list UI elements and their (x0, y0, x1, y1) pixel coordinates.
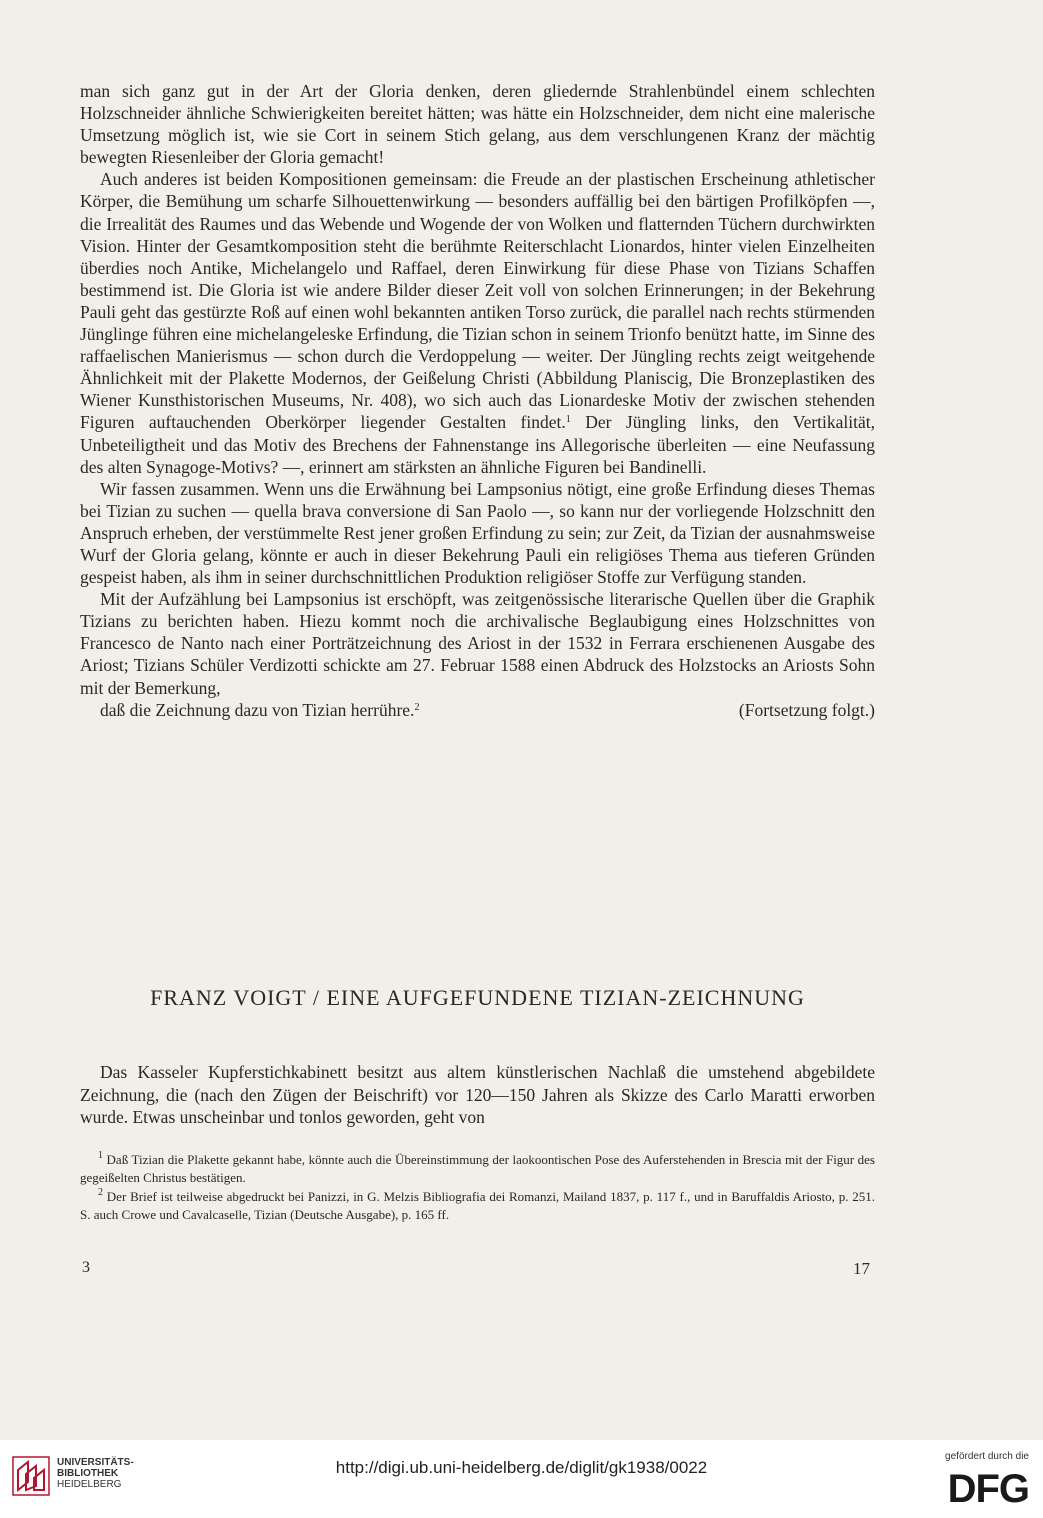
document-url[interactable]: http://digi.ub.uni-heidelberg.de/diglit/gk1938/0022 (335, 1458, 708, 1477)
footnote: $^1$ Daß Tizian die Plakette gekannt habe, könnte auch die Übereinstimmung der laokoontischen Pose des Auferstehenden in Brescia mit der Figur des gegeißelten Christus bestätigen. (80, 1150, 875, 1185)
footnote-ref: 2 (414, 701, 420, 713)
funding-note: gefördert durch die (945, 1451, 1029, 1462)
article-heading: FRANZ VOIGT / EINE AUFGEFUNDENE TIZIAN-ZEICHNUNG (150, 985, 805, 1010)
paragraph: Mit der Aufzählung bei Lampsonius ist erschöpft, was zeitgenössische literarische Quellen über die Graphik Tizians zu berichten haben. Hiezu kommt noch die archivalische Beglaubigung eines Holzschnittes von Francesco de Nanto nach einer Porträtzeichnung des Ariost in der 1532 in Ferrara erschienenen Ausgabe des Ariost; Tizians Schüler Verdizotti schickte am 27. Februar 1588 einen Abdruck des Holzstocks an Ariosts Sohn mit der Bemerkung, daß die Zeichnung dazu von Tizian herrühre.$^2$ (Fortsetzung folgt.) (80, 589, 875, 720)
paragraph: Wir fassen zusammen. Wenn uns die Erwähnung bei Lampsonius nötigt, eine große Erfindung dieses Themas bei Tizian zu suchen — quella brava conversione di San Paolo —, so kann nur der vorliegende Holzschnitt den Anspruch erheben, der verstümmelte Rest jener großen Erfindung zu sein; zur Zeit, da Tizian der ausnahmsweise Wurf der Gloria gelang, könnte er auch in dieser Bekehrung Pauli ein religiöses Thema aus tieferen Gründen gespeist haben, als ihm in seiner durchschnittlichen Produktion religiöser Stoffe zur Verfügung standen. (80, 478, 875, 588)
paragraph: man sich ganz gut in der Art der Gloria denken, deren gliedernde Strahlenbündel einem schlechten Holzschneider ähnliche Schwierigkeiten bereitet hätten; was hätte ein Holzschneider, dem nicht eine malerische Umsetzung möglich ist, wie sie Cort in seinem Stich gelang, aus dem verschlungenen Kranz der mächtig bewegten Riesenleiber der Gloria gemacht! (80, 81, 875, 168)
closing-line: daß die Zeichnung dazu von Tizian herrühre.$^2$ (Fortsetzung folgt.) (100, 699, 875, 720)
dfg-logo: DFG (947, 1467, 1029, 1511)
library-name: UNIVERSITÄTS- BIBLIOTHEK HEIDELBERG (57, 1457, 134, 1490)
signature-mark: 3 (82, 1259, 90, 1276)
continuation-note: (Fortsetzung folgt.) (738, 699, 875, 720)
page-number: 17 (853, 1259, 870, 1278)
paragraph: Auch anderes ist beiden Kompositionen gemeinsam: die Freude an der plastischen Erscheinung athletischer Körper, die Bemühung um scharfe Silhouettenwirkung — besonders auffällig bei den bärtigen Profilköpfen —, die Irrealität des Raumes und das Webende und Wogende der von Wolken und flatternden Tüchern durchwirkten Vision. Hinter der Gesamtkomposition steht die berühmte Reiterschlacht Lionardos, hinter vielen Einzelheiten überdies noch Antike, Michelangelo und Raffael, deren Einwirkung für diese Phase von Tizians Schaffen bestimmend ist. Die Gloria ist wie andere Bilder dieser Zeit voll von solchen Erinnerungen; in der Bekehrung Pauli geht das gestürzte Roß auf einen wohl bekannten antiken Torso zurück, die parallel nach rechts stürmenden Jünglinge führen eine michelangeleske Erfindung, die Tizian schon in seinem Trionfo benützt hatte, im Sinne des raffaelischen Manierismus — schon durch die Verdoppelung — weiter. Der Jüngling rechts zeigt weitgehende Ähnlichkeit mit der Plakette Modernos, der Geißelung Christi (Abbildung Planiscig, Die Bronzeplastiken des Wiener Kunsthistorischen Museums, Nr. 408), wo sich auch das Lionardeske Motiv der zwischen stehenden Figuren auftauchenden Oberkörper liegender Gestalten findet.$^1$ Der Jüngling links, den Vertikalität, Unbeteiligtheit und das Motiv des Brechens der Fahnenstange ins Allegorische überleiten — eine Neufassung des alten Synagoge-Motivs? —, erinnert am stärksten an ähnliche Figuren bei Bandinelli. (80, 169, 875, 477)
viewer-footer (0, 1440, 1043, 1518)
article-intro: Das Kasseler Kupferstichkabinett besitzt aus altem künstlerischen Nachlaß die umstehend abgebildete Zeichnung, die (nach den Zügen der Beischrift) vor 120—150 Jahren als Skizze des Carlo Maratti erworben wurde. Etwas unscheinbar und tonlos geworden, geht von (80, 1062, 875, 1127)
footnote-ref: 1 (565, 414, 571, 426)
article-body (80, 80, 875, 721)
footnotes (80, 1151, 875, 1225)
footnote: $^2$ Der Brief ist teilweise abgedruckt bei Panizzi, in G. Melzis Bibliografia dei Romanzi, Mailand 1837, p. 117 f., und in Baruffaldis Ariosto, p. 251. S. auch Crowe und Cavalcaselle, Tizian (Deutsche Ausgabe), p. 165 ff. (80, 1187, 875, 1222)
